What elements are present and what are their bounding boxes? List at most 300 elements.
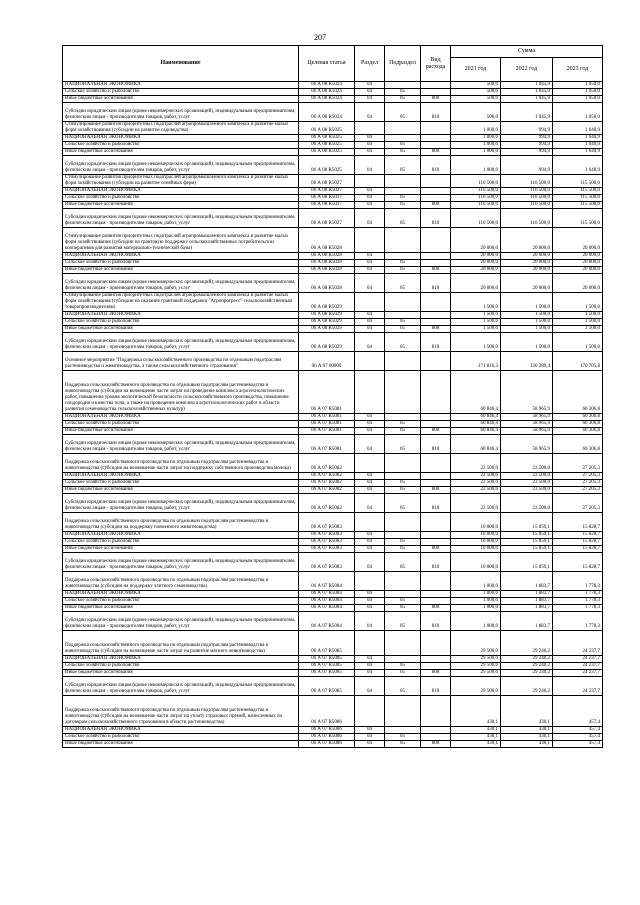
row-target-article: 06 А 08 R5027 (299, 209, 355, 228)
table-row (63, 135, 603, 142)
row-sum-2023: 27 205,3 (553, 494, 603, 513)
row-target-article: 06 А 08 R5025 (299, 156, 355, 175)
header-year-2023: 2023 год (553, 58, 603, 82)
row-sum-2022: 116 500,0 (501, 195, 553, 202)
row-section: 04 (355, 274, 385, 293)
row-sum-2021: 16 000,0 (451, 532, 501, 539)
row-expense-type: 800 (421, 202, 451, 209)
row-target-article: 06 А 08 R5029 (299, 319, 355, 326)
row-subsection (385, 175, 421, 188)
row-sum-2022: 1 045,9 (501, 89, 553, 96)
row-expense-type (421, 195, 451, 202)
row-expense-type: 800 (421, 96, 451, 103)
row-sum-2023: 170 705,8 (553, 352, 603, 371)
row-sum-2023: 24 237,7 (553, 663, 603, 670)
row-sum-2021: 60 846,4 (451, 435, 501, 454)
row-sum-2021: 1 500,0 (451, 326, 501, 333)
row-target-article: 06 А 07 R5086 (299, 696, 355, 727)
row-subsection: 05 (385, 89, 421, 96)
row-sum-2022: 23 500,0 (501, 454, 553, 473)
row-subsection: 05 (385, 319, 421, 326)
row-subsection: 05 (385, 149, 421, 156)
row-target-article: 06 А 08 R5024 (299, 82, 355, 89)
row-target-article: 06 А 07 R5084 (299, 572, 355, 591)
row-section (355, 228, 385, 253)
row-name: Сельское хозяйство и рыболовство (63, 663, 299, 670)
row-name: Сельское хозяйство и рыболовство (63, 539, 299, 546)
row-sum-2021: 116 500,0 (451, 202, 501, 209)
table-row (63, 696, 603, 727)
row-expense-type: 810 (421, 435, 451, 454)
row-name: Поддержка сельскохозяйственного производства по отдельным подотраслям растениеводства и животноводства (субсидии на возмещение части затрат на уплату страховых премий, начисленных по договорам сельскохозяйственного страхования в области растениеводства) (63, 696, 299, 727)
row-subsection (385, 454, 421, 473)
row-expense-type: 810 (421, 553, 451, 572)
row-sum-2021: 60 846,4 (451, 428, 501, 435)
row-name: НАЦИОНАЛЬНАЯ ЭКОНОМИКА (63, 414, 299, 421)
row-subsection: 05 (385, 195, 421, 202)
row-subsection (385, 591, 421, 598)
row-sum-2022: 15 859,1 (501, 539, 553, 546)
row-sum-2021: 29 500,0 (451, 656, 501, 663)
row-name: Поддержка сельскохозяйственного производства по отдельным подотраслям растениеводства и животноводства (субсидии на поддержку племенного животноводства) (63, 513, 299, 532)
row-subsection: 05 (385, 734, 421, 741)
row-sum-2023: 27 205,3 (553, 473, 603, 480)
row-subsection: 05 (385, 670, 421, 677)
row-sum-2022: 994,9 (501, 156, 553, 175)
row-target-article: 06 А 07 R5086 (299, 741, 355, 748)
table-row (63, 670, 603, 677)
row-section: 04 (355, 267, 385, 274)
row-target-article: 06 А 08 R5027 (299, 195, 355, 202)
header-year-2022: 2022 год (501, 58, 553, 82)
table-row (63, 532, 603, 539)
table-row (63, 156, 603, 175)
table-row (63, 734, 603, 741)
table-row (63, 494, 603, 513)
table-row (63, 454, 603, 473)
row-target-article: 06 А 07 R5082 (299, 473, 355, 480)
row-subsection (385, 122, 421, 135)
row-subsection (385, 727, 421, 734)
table-row (63, 326, 603, 333)
table-row (63, 741, 603, 748)
row-section: 04 (355, 195, 385, 202)
table-row (63, 352, 603, 371)
row-sum-2022: 23 500,0 (501, 473, 553, 480)
row-expense-type (421, 539, 451, 546)
row-sum-2021: 430,1 (451, 734, 501, 741)
row-sum-2023: 1 500,0 (553, 293, 603, 312)
row-sum-2022: 58 965,9 (501, 414, 553, 421)
row-subsection: 05 (385, 546, 421, 553)
row-section: 04 (355, 677, 385, 696)
row-subsection: 05 (385, 598, 421, 605)
row-expense-type: 810 (421, 494, 451, 513)
row-expense-type: 800 (421, 741, 451, 748)
row-sum-2023: 1 050,0 (553, 103, 603, 122)
row-name: Иные бюджетные ассигнования (63, 326, 299, 333)
row-expense-type (421, 591, 451, 598)
row-target-article: 06 А 07 R5084 (299, 612, 355, 631)
row-subsection (385, 312, 421, 319)
row-sum-2022: 29 240,2 (501, 631, 553, 656)
row-sum-2022: 1 500,0 (501, 326, 553, 333)
row-expense-type (421, 656, 451, 663)
table-row (63, 82, 603, 89)
row-expense-type: 810 (421, 333, 451, 352)
row-sum-2023: 20 000,0 (553, 274, 603, 293)
table-row (63, 487, 603, 494)
row-sum-2023: 15 828,7 (553, 553, 603, 572)
row-sum-2021: 171 816,3 (451, 352, 501, 371)
row-section: 04 (355, 598, 385, 605)
row-sum-2022: 1 883,7 (501, 591, 553, 598)
row-name: Субсидии юридическим лицам (кроме некоммерческих организаций), индивидуальным предпринимателям, физическим лицам - производителям товаров, работ, услуг (63, 333, 299, 352)
row-sum-2021: 116 500,0 (451, 175, 501, 188)
row-sum-2021: 16 000,0 (451, 553, 501, 572)
row-target-article: 06 А 07 R5083 (299, 553, 355, 572)
row-target-article: 06 А 07 R5084 (299, 591, 355, 598)
budget-table (62, 45, 603, 748)
table-row (63, 546, 603, 553)
row-subsection: 05 (385, 605, 421, 612)
row-name: Сельское хозяйство и рыболовство (63, 142, 299, 149)
budget-table-body (63, 82, 603, 748)
row-sum-2023: 457,4 (553, 734, 603, 741)
row-section: 04 (355, 149, 385, 156)
row-name: Субсидии юридическим лицам (кроме некоммерческих организаций), индивидуальным предпринимателям, физическим лицам - производителям товаров, работ, услуг (63, 494, 299, 513)
row-subsection (385, 513, 421, 532)
row-sum-2021: 1 000,0 (451, 142, 501, 149)
row-sum-2022: 430,1 (501, 741, 553, 748)
row-sum-2022: 20 000,0 (501, 228, 553, 253)
row-section (355, 631, 385, 656)
row-target-article: 06 А 08 R5028 (299, 253, 355, 260)
table-row (63, 175, 603, 188)
row-sum-2023: 1 640,9 (553, 156, 603, 175)
row-name: Субсидии юридическим лицам (кроме некоммерческих организаций), индивидуальным предпринимателям, физическим лицам - производителям товаров, работ, услуг (63, 677, 299, 696)
row-name: Стимулирование развития приоритетных подотраслей агропромышленного комплекса и развитие малых форм хозяйствования (субсидии на развитие семейных ферм) (63, 175, 299, 188)
header-target-article: Целевая статья (299, 46, 355, 82)
row-subsection: 05 (385, 663, 421, 670)
row-subsection: 05 (385, 333, 421, 352)
row-subsection (385, 352, 421, 371)
row-target-article: 06 А 07 R5081 (299, 435, 355, 454)
row-sum-2022: 994,9 (501, 135, 553, 142)
row-expense-type (421, 727, 451, 734)
row-sum-2022: 994,9 (501, 149, 553, 156)
row-subsection (385, 82, 421, 89)
row-sum-2021: 29 500,0 (451, 631, 501, 656)
row-sum-2022: 58 965,9 (501, 435, 553, 454)
row-subsection: 05 (385, 103, 421, 122)
row-sum-2022: 58 965,9 (501, 421, 553, 428)
table-row (63, 253, 603, 260)
row-expense-type (421, 319, 451, 326)
row-subsection: 05 (385, 209, 421, 228)
row-target-article: 06 А 08 R5028 (299, 260, 355, 267)
row-sum-2021: 22 500,0 (451, 480, 501, 487)
row-sum-2022: 994,9 (501, 142, 553, 149)
row-subsection: 05 (385, 480, 421, 487)
row-sum-2022: 15 859,1 (501, 546, 553, 553)
row-name: Стимулирование развития приоритетных подотраслей агропромышленного комплекса и развитие малых форм хозяйствования (субсидии на развитие садоводства) (63, 122, 299, 135)
row-sum-2022: 116 500,0 (501, 188, 553, 195)
row-expense-type: 800 (421, 546, 451, 553)
row-target-article: 06 А 07 R5085 (299, 663, 355, 670)
row-name: Сельское хозяйство и рыболовство (63, 734, 299, 741)
row-sum-2023: 1 640,9 (553, 122, 603, 135)
table-row (63, 631, 603, 656)
row-subsection: 05 (385, 142, 421, 149)
row-target-article: 06 А 07 00000 (299, 352, 355, 371)
table-row (63, 149, 603, 156)
row-expense-type (421, 421, 451, 428)
row-sum-2023: 24 237,7 (553, 677, 603, 696)
row-subsection (385, 572, 421, 591)
row-subsection: 05 (385, 156, 421, 175)
row-section (355, 122, 385, 135)
table-row (63, 435, 603, 454)
row-sum-2022: 29 240,2 (501, 663, 553, 670)
row-sum-2023: 60 306,8 (553, 421, 603, 428)
row-expense-type: 800 (421, 670, 451, 677)
row-sum-2021: 500,0 (451, 89, 501, 96)
row-sum-2022: 23 500,0 (501, 494, 553, 513)
row-name: НАЦИОНАЛЬНАЯ ЭКОНОМИКА (63, 473, 299, 480)
table-row (63, 103, 603, 122)
row-subsection: 05 (385, 612, 421, 631)
row-subsection (385, 656, 421, 663)
row-expense-type (421, 371, 451, 414)
table-row (63, 274, 603, 293)
row-sum-2023: 20 000,0 (553, 228, 603, 253)
row-section: 04 (355, 260, 385, 267)
row-sum-2021: 20 000,0 (451, 253, 501, 260)
row-section: 04 (355, 473, 385, 480)
row-subsection: 05 (385, 421, 421, 428)
header-year-2021: 2021 год (451, 58, 501, 82)
table-row (63, 598, 603, 605)
table-row (63, 539, 603, 546)
row-sum-2021: 430,1 (451, 741, 501, 748)
row-sum-2022: 430,1 (501, 734, 553, 741)
row-target-article: 06 А 07 R5083 (299, 532, 355, 539)
row-target-article: 06 А 08 R5025 (299, 142, 355, 149)
row-sum-2022: 15 859,1 (501, 532, 553, 539)
row-name: НАЦИОНАЛЬНАЯ ЭКОНОМИКА (63, 532, 299, 539)
row-section: 04 (355, 333, 385, 352)
row-sum-2021: 60 846,4 (451, 414, 501, 421)
row-sum-2022: 1 883,7 (501, 598, 553, 605)
row-name: Иные бюджетные ассигнования (63, 605, 299, 612)
row-section: 04 (355, 156, 385, 175)
table-row (63, 333, 603, 352)
table-row (63, 188, 603, 195)
table-row (63, 293, 603, 312)
row-sum-2021: 1 000,0 (451, 122, 501, 135)
table-row (63, 591, 603, 598)
row-subsection (385, 532, 421, 539)
row-sum-2022: 29 240,2 (501, 677, 553, 696)
header-expense-type: Вид расхода (421, 46, 451, 82)
row-name: Субсидии юридическим лицам (кроме некоммерческих организаций), индивидуальным предпринимателям, физическим лицам - производителям товаров, работ, услуг (63, 553, 299, 572)
row-sum-2021: 20 000,0 (451, 267, 501, 274)
row-sum-2023: 1 640,9 (553, 135, 603, 142)
row-sum-2023: 115 500,0 (553, 188, 603, 195)
row-target-article: 06 А 08 R5029 (299, 326, 355, 333)
row-section: 04 (355, 96, 385, 103)
row-sum-2023: 24 237,7 (553, 656, 603, 663)
row-sum-2022: 1 883,7 (501, 572, 553, 591)
row-name: Поддержка сельскохозяйственного производства по отдельным подотраслям растениеводства и животноводства (субсидии на поддержку элитного семеноводства) (63, 572, 299, 591)
row-sum-2021: 16 000,0 (451, 539, 501, 546)
row-expense-type: 810 (421, 677, 451, 696)
row-expense-type (421, 513, 451, 532)
row-sum-2023: 1 500,0 (553, 319, 603, 326)
row-sum-2022: 130 289,4 (501, 352, 553, 371)
row-sum-2023: 20 000,0 (553, 253, 603, 260)
row-section: 04 (355, 188, 385, 195)
row-name: НАЦИОНАЛЬНАЯ ЭКОНОМИКА (63, 591, 299, 598)
row-name: Стимулирование развития приоритетных подотраслей агропромышленного комплекса и развитие малых форм хозяйствования (субсидии на оказание грантовой поддержки "Агропрогресс" сельскохозяйственным товаропроизводителям) (63, 293, 299, 312)
row-expense-type: 800 (421, 605, 451, 612)
row-sum-2023: 27 205,3 (553, 487, 603, 494)
row-name: НАЦИОНАЛЬНАЯ ЭКОНОМИКА (63, 656, 299, 663)
row-name: Иные бюджетные ассигнования (63, 149, 299, 156)
table-row (63, 414, 603, 421)
row-sum-2023: 115 500,0 (553, 195, 603, 202)
row-section: 04 (355, 480, 385, 487)
row-subsection (385, 631, 421, 656)
row-section: 04 (355, 539, 385, 546)
row-target-article: 06 А 07 R5085 (299, 631, 355, 656)
row-sum-2021: 1 500,0 (451, 293, 501, 312)
table-row (63, 371, 603, 414)
row-name: Иные бюджетные ассигнования (63, 546, 299, 553)
row-sum-2023: 27 205,3 (553, 480, 603, 487)
row-sum-2021: 22 500,0 (451, 473, 501, 480)
row-sum-2022: 994,9 (501, 122, 553, 135)
row-sum-2023: 15 828,7 (553, 539, 603, 546)
row-expense-type (421, 414, 451, 421)
row-section: 04 (355, 494, 385, 513)
table-row (63, 228, 603, 253)
row-sum-2021: 500,0 (451, 103, 501, 122)
row-sum-2021: 22 500,0 (451, 494, 501, 513)
row-section: 04 (355, 532, 385, 539)
row-sum-2023: 15 828,7 (553, 532, 603, 539)
row-target-article: 06 А 08 R5024 (299, 96, 355, 103)
row-sum-2022: 1 500,0 (501, 319, 553, 326)
row-section: 04 (355, 142, 385, 149)
row-target-article: 06 А 07 R5081 (299, 414, 355, 421)
row-section: 04 (355, 553, 385, 572)
row-name: НАЦИОНАЛЬНАЯ ЭКОНОМИКА (63, 188, 299, 195)
row-sum-2021: 430,1 (451, 727, 501, 734)
row-target-article: 06 А 07 R5083 (299, 539, 355, 546)
row-target-article: 06 А 08 R5028 (299, 228, 355, 253)
row-expense-type (421, 480, 451, 487)
row-expense-type: 800 (421, 149, 451, 156)
row-sum-2021: 1 000,0 (451, 156, 501, 175)
row-section (355, 352, 385, 371)
row-name: Субсидии юридическим лицам (кроме некоммерческих организаций), индивидуальным предпринимателям, физическим лицам - производителям товаров, работ, услуг (63, 435, 299, 454)
row-sum-2023: 24 237,7 (553, 631, 603, 656)
row-sum-2022: 29 240,2 (501, 656, 553, 663)
row-sum-2021: 20 000,0 (451, 228, 501, 253)
row-sum-2022: 1 500,0 (501, 293, 553, 312)
row-expense-type (421, 572, 451, 591)
row-expense-type (421, 312, 451, 319)
row-sum-2022: 1 883,7 (501, 612, 553, 631)
row-target-article: 06 А 08 R5025 (299, 122, 355, 135)
table-row (63, 480, 603, 487)
row-section: 04 (355, 546, 385, 553)
row-name: Субсидии юридическим лицам (кроме некоммерческих организаций), индивидуальным предпринимателям, физическим лицам - производителям товаров, работ, услуг (63, 103, 299, 122)
row-sum-2023: 1 500,0 (553, 312, 603, 319)
row-target-article: 06 А 07 R5081 (299, 371, 355, 414)
row-expense-type: 800 (421, 326, 451, 333)
row-sum-2022: 1 045,9 (501, 82, 553, 89)
row-target-article: 06 А 08 R5028 (299, 274, 355, 293)
row-expense-type: 810 (421, 612, 451, 631)
row-target-article: 06 А 07 R5082 (299, 454, 355, 473)
row-section: 04 (355, 428, 385, 435)
row-sum-2021: 1 500,0 (451, 319, 501, 326)
row-sum-2022: 23 500,0 (501, 487, 553, 494)
row-target-article: 06 А 07 R5083 (299, 513, 355, 532)
row-sum-2021: 22 500,0 (451, 454, 501, 473)
row-section (355, 175, 385, 188)
row-expense-type (421, 598, 451, 605)
row-sum-2023: 457,4 (553, 696, 603, 727)
row-expense-type (421, 175, 451, 188)
row-section: 04 (355, 487, 385, 494)
row-target-article: 06 А 07 R5085 (299, 656, 355, 663)
row-section (355, 371, 385, 414)
row-name: Сельское хозяйство и рыболовство (63, 598, 299, 605)
row-subsection: 05 (385, 326, 421, 333)
row-sum-2021: 16 000,0 (451, 513, 501, 532)
row-section: 04 (355, 312, 385, 319)
row-sum-2023: 1 500,0 (553, 326, 603, 333)
row-sum-2021: 29 500,0 (451, 677, 501, 696)
row-subsection: 05 (385, 487, 421, 494)
row-sum-2023: 20 000,0 (553, 260, 603, 267)
row-target-article: 06 А 08 R5028 (299, 267, 355, 274)
row-sum-2021: 29 500,0 (451, 663, 501, 670)
row-subsection (385, 414, 421, 421)
row-sum-2021: 1 000,0 (451, 135, 501, 142)
table-row (63, 428, 603, 435)
row-section (355, 696, 385, 727)
row-name: Иные бюджетные ассигнования (63, 428, 299, 435)
table-row (63, 421, 603, 428)
row-subsection (385, 228, 421, 253)
table-row (63, 195, 603, 202)
row-sum-2022: 15 859,1 (501, 553, 553, 572)
table-row (63, 553, 603, 572)
row-sum-2021: 1 000,0 (451, 149, 501, 156)
row-sum-2022: 1 500,0 (501, 333, 553, 352)
row-sum-2021: 22 500,0 (451, 487, 501, 494)
row-target-article: 06 А 07 R5086 (299, 727, 355, 734)
row-sum-2023: 1 778,3 (553, 591, 603, 598)
row-subsection: 05 (385, 741, 421, 748)
page-number: 207 (314, 33, 326, 42)
row-target-article: 06 А 07 R5081 (299, 428, 355, 435)
